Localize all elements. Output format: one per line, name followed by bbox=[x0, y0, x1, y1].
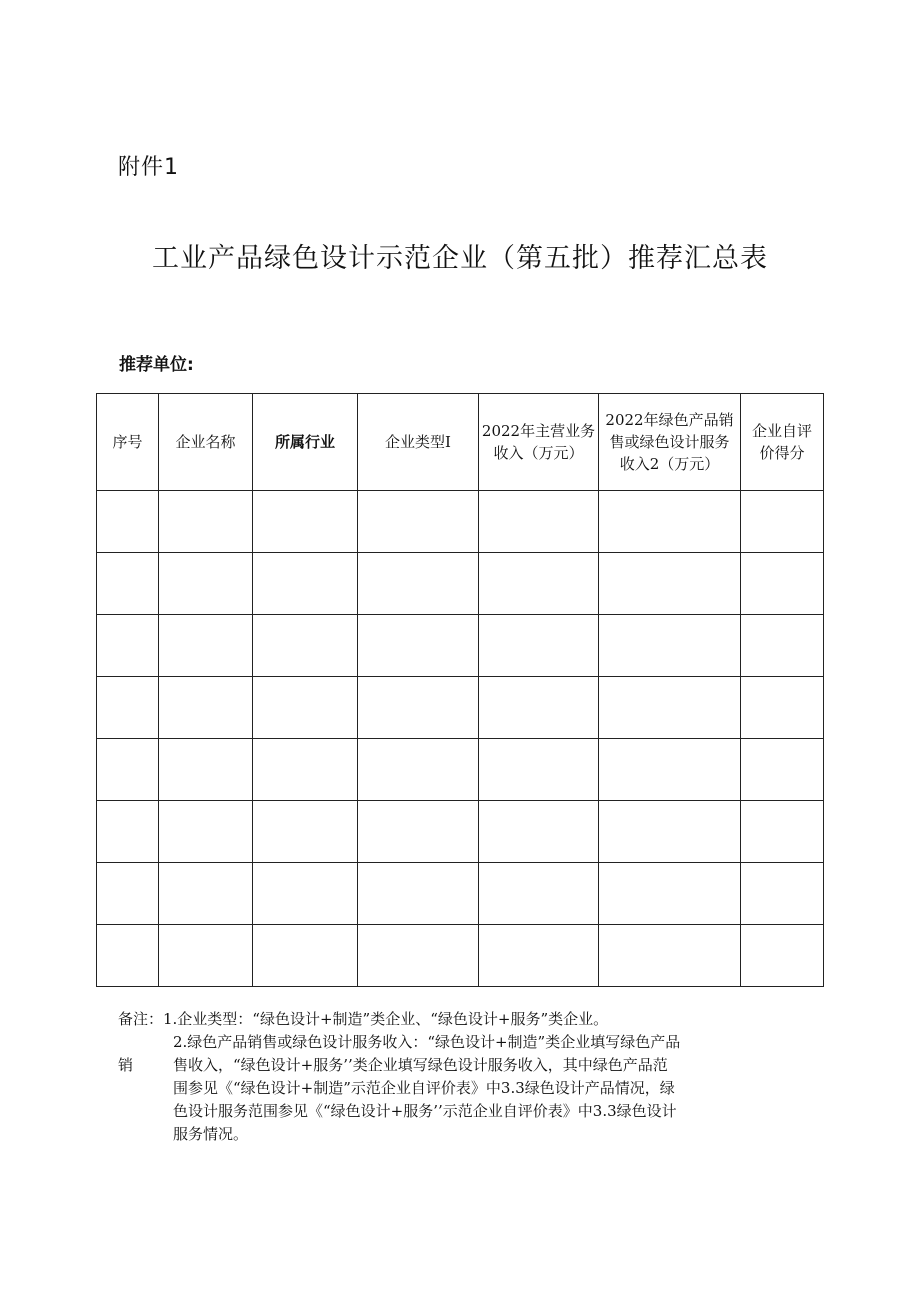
table-cell[interactable] bbox=[479, 677, 599, 739]
summary-table bbox=[96, 393, 824, 987]
table-cell[interactable] bbox=[97, 863, 159, 925]
table-cell[interactable] bbox=[97, 925, 159, 987]
col-header-company-type: 企业类型I bbox=[358, 394, 479, 491]
table-cell[interactable] bbox=[97, 615, 159, 677]
table-cell[interactable] bbox=[599, 677, 741, 739]
table-cell[interactable] bbox=[97, 553, 159, 615]
table-cell[interactable] bbox=[479, 801, 599, 863]
table-row bbox=[97, 863, 824, 925]
table-cell[interactable] bbox=[253, 615, 358, 677]
table-cell[interactable] bbox=[358, 553, 479, 615]
table-cell[interactable] bbox=[479, 863, 599, 925]
table-cell[interactable] bbox=[479, 739, 599, 801]
table-cell[interactable] bbox=[159, 863, 253, 925]
page-title: 工业产品绿色设计示范企业（第五批）推荐汇总表 bbox=[152, 243, 768, 274]
table-cell[interactable] bbox=[159, 925, 253, 987]
table-cell[interactable] bbox=[741, 863, 824, 925]
recommender-label: 推荐单位: bbox=[119, 355, 194, 375]
table-row bbox=[97, 491, 824, 553]
table-cell[interactable] bbox=[97, 491, 159, 553]
table-cell[interactable] bbox=[358, 677, 479, 739]
table-cell[interactable] bbox=[358, 491, 479, 553]
attachment-label: 附件1 bbox=[118, 155, 179, 180]
col-header-industry: 所属行业 bbox=[253, 394, 358, 491]
table-cell[interactable] bbox=[358, 615, 479, 677]
table-cell[interactable] bbox=[358, 801, 479, 863]
table-cell[interactable] bbox=[253, 553, 358, 615]
table-cell[interactable] bbox=[479, 491, 599, 553]
table-cell[interactable] bbox=[599, 801, 741, 863]
table-cell[interactable] bbox=[358, 863, 479, 925]
note-line-6: 服务情况。 bbox=[173, 1125, 249, 1143]
col-header-main-revenue: 2022年主营业务收入（万元） bbox=[479, 394, 599, 491]
table-cell[interactable] bbox=[599, 615, 741, 677]
table-cell[interactable] bbox=[599, 553, 741, 615]
note-line-4: 围参见《“绿色设计+制造”示范企业自评价表》中3.3绿色设计产品情况，绿 bbox=[173, 1079, 675, 1097]
table-cell[interactable] bbox=[253, 739, 358, 801]
table-cell[interactable] bbox=[741, 739, 824, 801]
table-cell[interactable] bbox=[599, 491, 741, 553]
table-row bbox=[97, 925, 824, 987]
table-cell[interactable] bbox=[159, 739, 253, 801]
col-header-green-revenue: 2022年绿色产品销售或绿色设计服务收入2（万元） bbox=[599, 394, 741, 491]
table-cell[interactable] bbox=[97, 801, 159, 863]
table-cell[interactable] bbox=[599, 863, 741, 925]
table-row bbox=[97, 553, 824, 615]
table-cell[interactable] bbox=[741, 925, 824, 987]
table-cell[interactable] bbox=[159, 801, 253, 863]
table-row bbox=[97, 739, 824, 801]
table-cell[interactable] bbox=[159, 615, 253, 677]
table-cell[interactable] bbox=[741, 491, 824, 553]
table-cell[interactable] bbox=[599, 739, 741, 801]
table-cell[interactable] bbox=[479, 553, 599, 615]
table-cell[interactable] bbox=[599, 925, 741, 987]
note-line-3-text: 售收入，“绿色设计+服务’’类企业填写绿色设计服务收入，其中绿色产品范 bbox=[173, 1056, 668, 1074]
table-cell[interactable] bbox=[479, 615, 599, 677]
table-cell[interactable] bbox=[358, 925, 479, 987]
col-header-company-name: 企业名称 bbox=[159, 394, 253, 491]
table-cell[interactable] bbox=[358, 739, 479, 801]
table-cell[interactable] bbox=[159, 553, 253, 615]
note-line-1: 备注：1.企业类型：“绿色设计+制造”类企业、“绿色设计+服务”类企业。 bbox=[118, 1010, 609, 1028]
table-cell[interactable] bbox=[741, 801, 824, 863]
col-header-index: 序号 bbox=[97, 394, 159, 491]
table-cell[interactable] bbox=[159, 491, 253, 553]
col-header-self-score: 企业自评价得分 bbox=[741, 394, 824, 491]
table-cell[interactable] bbox=[741, 677, 824, 739]
table-cell[interactable] bbox=[97, 739, 159, 801]
note-line-5: 色设计服务范围参见《“绿色设计+服务’’示范企业自评价表》中3.3绿色设计 bbox=[173, 1102, 677, 1120]
table-cell[interactable] bbox=[97, 677, 159, 739]
table-cell[interactable] bbox=[253, 801, 358, 863]
notes-section bbox=[118, 1008, 818, 1146]
table-row bbox=[97, 801, 824, 863]
table-cell[interactable] bbox=[253, 677, 358, 739]
table-cell[interactable] bbox=[253, 491, 358, 553]
table-cell[interactable] bbox=[741, 553, 824, 615]
table-row bbox=[97, 615, 824, 677]
table-body bbox=[97, 491, 824, 987]
table-cell[interactable] bbox=[741, 615, 824, 677]
note-line-2: 2.绿色产品销售或绿色设计服务收入：“绿色设计+制造”类企业填写绿色产品 bbox=[173, 1033, 681, 1051]
table-cell[interactable] bbox=[253, 925, 358, 987]
table-cell[interactable] bbox=[253, 863, 358, 925]
table-row bbox=[97, 677, 824, 739]
table-cell[interactable] bbox=[159, 677, 253, 739]
table-header-row bbox=[97, 394, 824, 491]
table-cell[interactable] bbox=[479, 925, 599, 987]
note-stray-char: 销 bbox=[118, 1056, 134, 1074]
note-line-3 bbox=[118, 1054, 818, 1077]
